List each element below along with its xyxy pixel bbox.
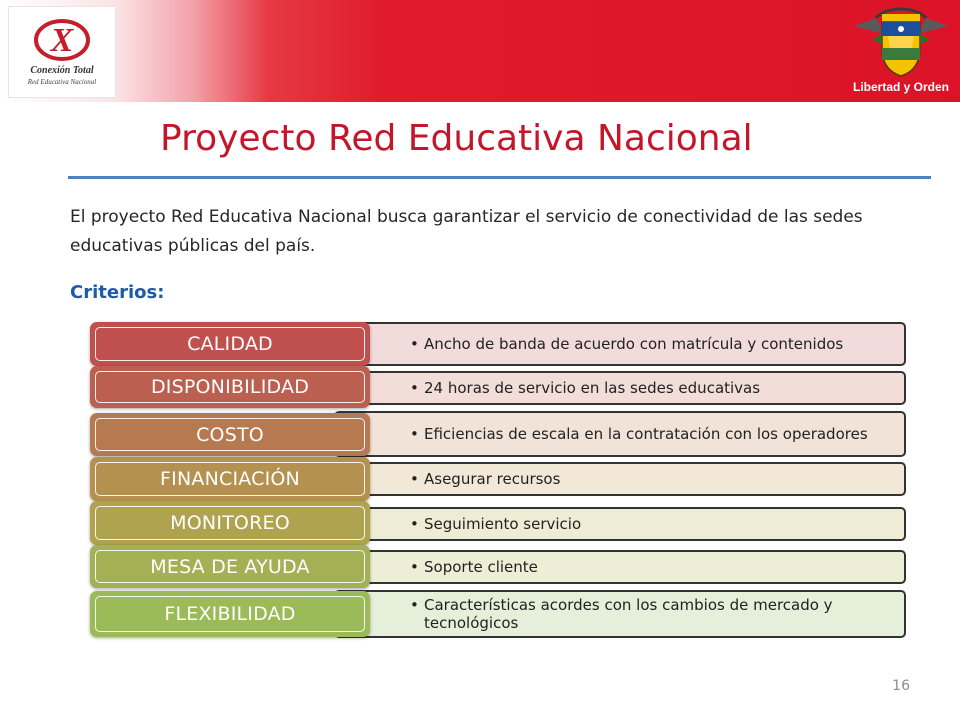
criterion-label: FLEXIBILIDAD bbox=[95, 596, 365, 632]
criterion-label: COSTO bbox=[95, 418, 365, 451]
criteria-heading: Criterios: bbox=[70, 282, 165, 303]
top-banner bbox=[0, 0, 960, 102]
criterion-description-box bbox=[334, 462, 906, 496]
criterion-description: • Eficiencias de escala en la contratación con los operadores bbox=[336, 425, 880, 443]
criterion-description-box bbox=[334, 507, 906, 541]
page-title: Proyecto Red Educativa Nacional bbox=[160, 118, 753, 159]
intro-paragraph: El proyecto Red Educativa Nacional busca garantizar el servicio de conectividad de las sedes educativas públicas del país. bbox=[70, 207, 863, 256]
criterion-label-box bbox=[90, 366, 370, 408]
criterion-description-box bbox=[334, 322, 906, 366]
criterion-label: FINANCIACIÓN bbox=[95, 462, 365, 496]
svg-text:X: X bbox=[50, 22, 74, 59]
criterion-description: • Asegurar recursos bbox=[336, 470, 572, 488]
logo-brand-subtitle: Red Educativa Nacional bbox=[27, 78, 97, 86]
criterion-description: • Ancho de banda de acuerdo con matrícula y contenidos bbox=[336, 335, 855, 353]
criterion-label-box bbox=[90, 501, 370, 545]
page-number: 16 bbox=[892, 678, 910, 694]
criterion-label: DISPONIBILIDAD bbox=[95, 371, 365, 403]
criterion-label: CALIDAD bbox=[95, 327, 365, 361]
title-divider bbox=[68, 176, 931, 179]
conexion-total-logo bbox=[8, 6, 116, 98]
criterion-description-box bbox=[334, 550, 906, 584]
criterion-label-box bbox=[90, 545, 370, 588]
criterion-description-box bbox=[334, 371, 906, 405]
criterion-description: • 24 horas de servicio en las sedes educativas bbox=[336, 379, 772, 397]
logo-brand-name: Conexión Total bbox=[30, 65, 94, 76]
motto-text: Libertad y Orden bbox=[852, 80, 950, 94]
criterion-description: • Soporte cliente bbox=[336, 558, 550, 576]
criterion-description: • Características acordes con los cambios de mercado y tecnológicos bbox=[336, 596, 904, 632]
x-logo-icon bbox=[31, 17, 93, 63]
criterion-label-box bbox=[90, 413, 370, 456]
criterion-description-box bbox=[334, 590, 906, 638]
criterion-label-box bbox=[90, 457, 370, 501]
criterion-label: MESA DE AYUDA bbox=[95, 550, 365, 583]
criterion-label-box bbox=[90, 322, 370, 366]
criterion-label-box bbox=[90, 591, 370, 637]
criterion-label: MONITOREO bbox=[95, 506, 365, 540]
criterion-description-box bbox=[334, 411, 906, 457]
coat-of-arms-icon bbox=[846, 4, 956, 80]
criterion-description: • Seguimiento servicio bbox=[336, 515, 593, 533]
